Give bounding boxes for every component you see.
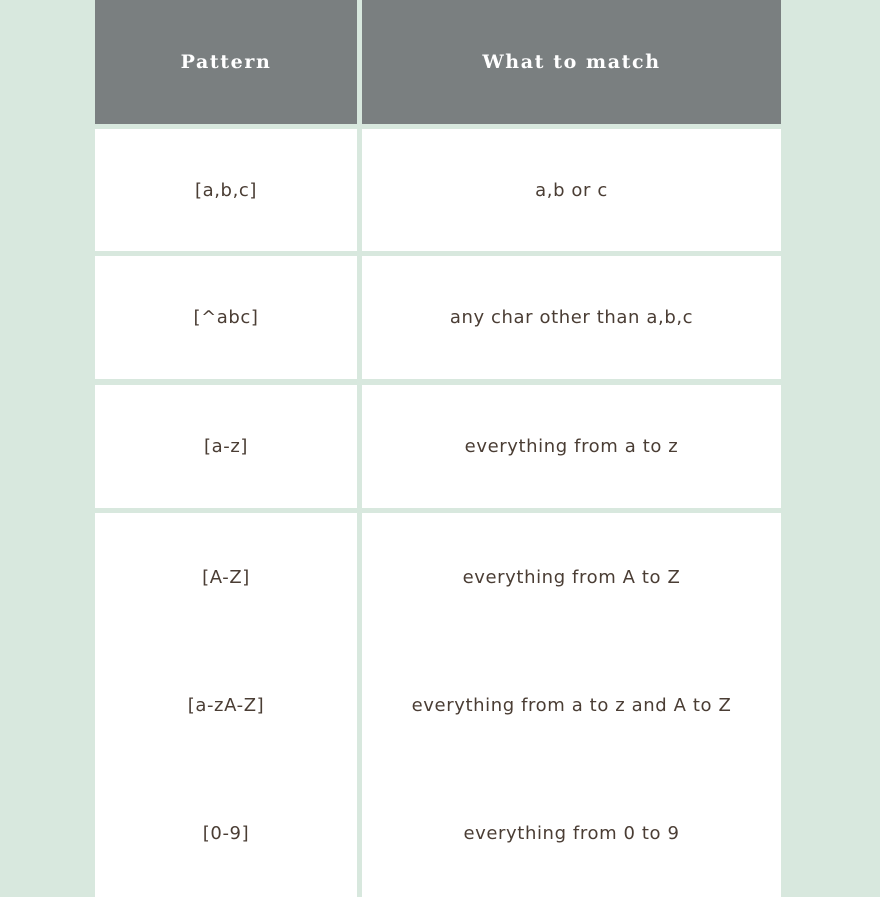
cell-text: any char other than a,b,c	[449, 307, 694, 328]
table-row-1-match	[362, 129, 781, 251]
cell-text: a,b or c	[535, 179, 608, 201]
table-row-4-match	[362, 513, 781, 641]
header-what-to-match-label: What to match	[482, 51, 661, 73]
table-row-4-pattern	[95, 513, 357, 641]
table-row-6-match	[362, 770, 781, 897]
cell-text: everything from a to z and A to Z	[411, 695, 732, 716]
cell-text: [A-Z]	[202, 566, 250, 588]
table-row-3-pattern	[95, 385, 357, 508]
regex-pattern-table	[95, 0, 781, 880]
table-row-5-match	[362, 641, 781, 770]
cell-text: [a-z]	[203, 436, 249, 457]
header-pattern-label: Pattern	[180, 51, 272, 73]
table-row-1-pattern	[95, 129, 357, 251]
table-row-3-match	[362, 385, 781, 508]
table-row-2-pattern	[95, 256, 357, 379]
cell-text: [a,b,c]	[194, 179, 258, 201]
cell-text: [^abc]	[193, 307, 259, 328]
cell-text: everything from A to Z	[462, 566, 681, 588]
cell-text: [0-9]	[202, 823, 250, 844]
table-row-6-pattern	[95, 770, 357, 897]
table-row-5-pattern	[95, 641, 357, 770]
cell-text: [a-zA-Z]	[187, 695, 265, 716]
cell-text: everything from 0 to 9	[463, 823, 680, 844]
header-pattern	[95, 0, 357, 124]
table-row-2-match	[362, 256, 781, 379]
cell-text: everything from a to z	[464, 436, 679, 457]
header-what-to-match	[362, 0, 781, 124]
